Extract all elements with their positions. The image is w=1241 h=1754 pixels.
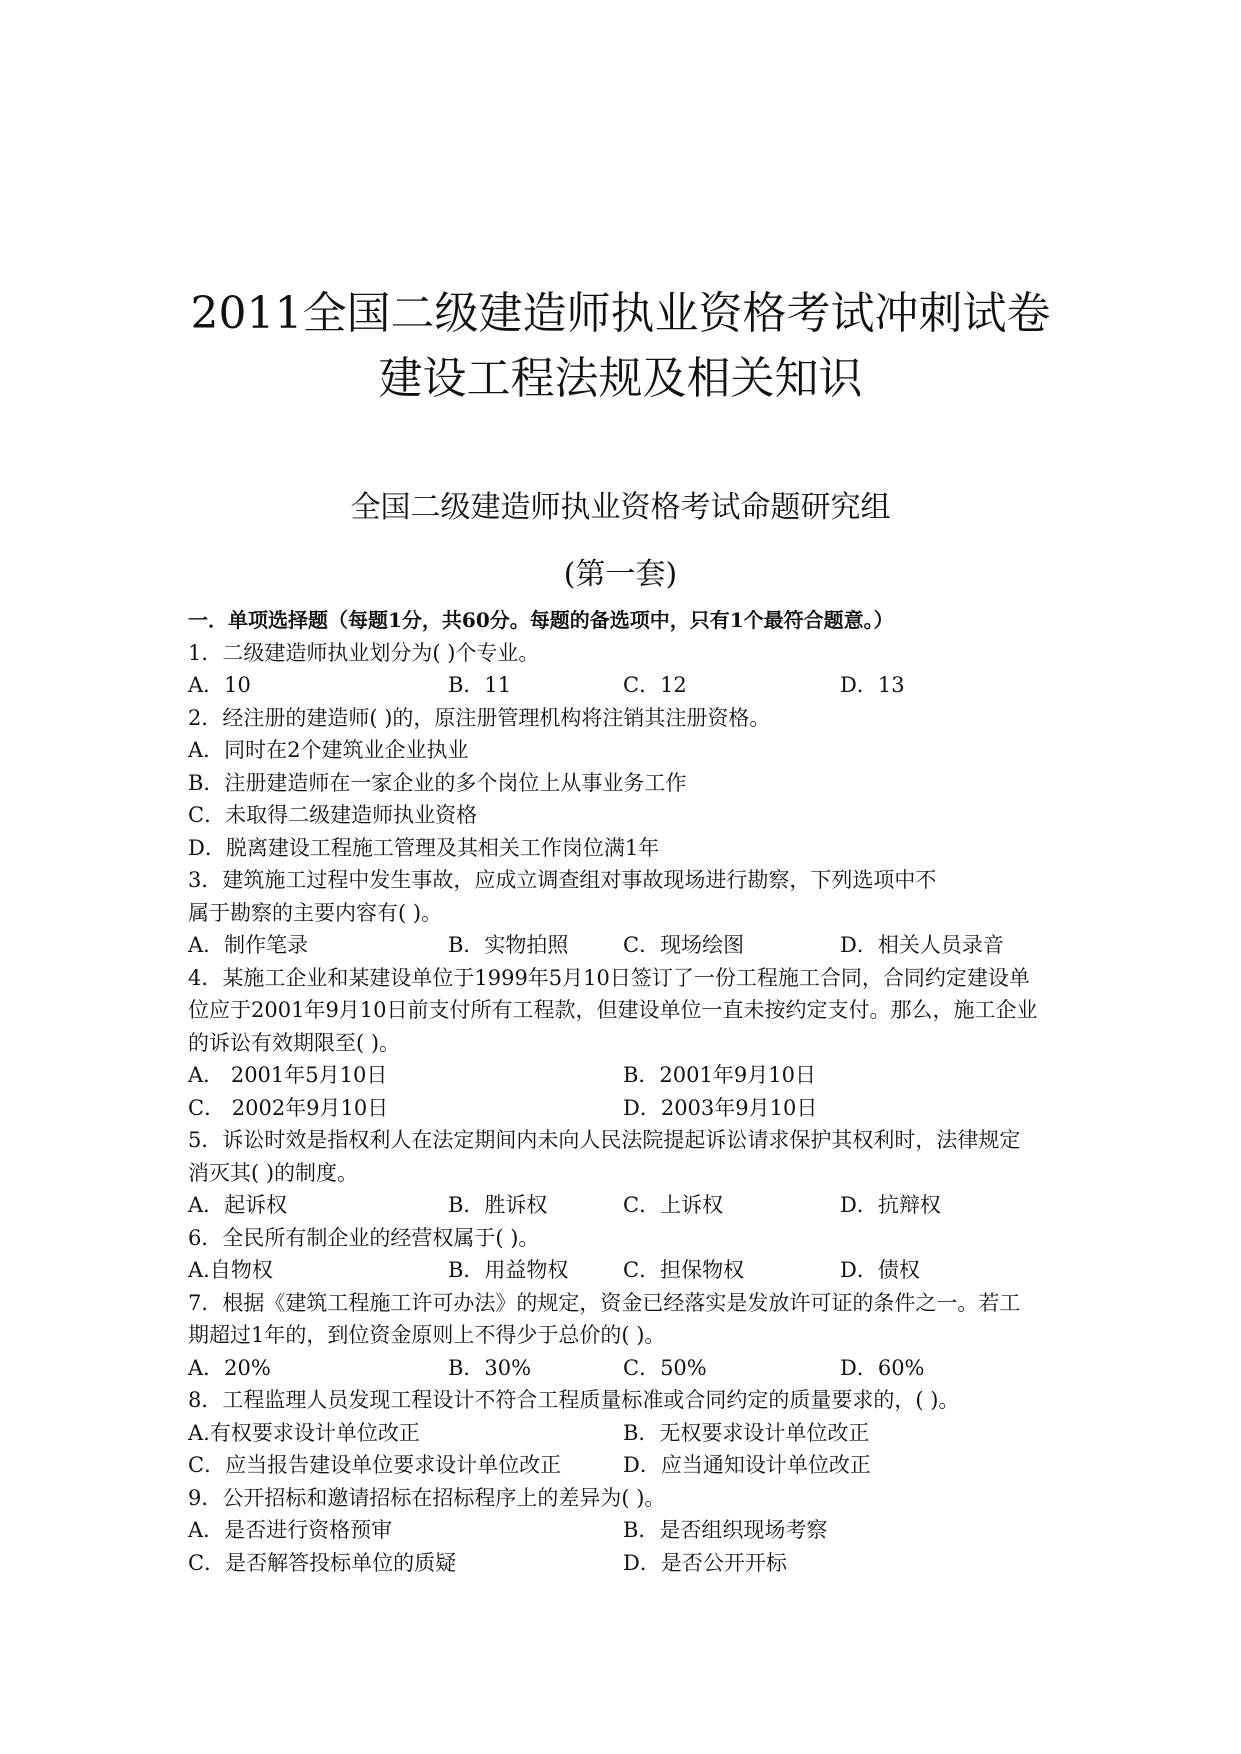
question-8-options-row-1 [188,1417,1068,1450]
question-3-options [188,929,1068,962]
question-section [188,604,1068,1579]
question-7-option-a: A．20% [188,1355,271,1380]
question-6-option-c: C．担保物权 [623,1258,745,1282]
question-4-options-row-1 [188,1059,1068,1092]
question-2-option-c: C．未取得二级建造师执业资格 [188,803,478,827]
title-line-1: 2011全国二级建造师执业资格考试冲刺试卷 [190,288,1051,339]
question-4-option-d: D．2003年9月10日 [623,1095,818,1120]
question-1-option-d: D．13 [840,673,905,697]
question-3-stem-line-1: 3．建筑施工过程中发生事故，应成立调查组对事故现场进行勘察，下列选项中不 [188,868,937,892]
question-1-option-a: A．10 [188,673,251,697]
question-2-option-b: B．注册建造师在一家企业的多个岗位上从事业务工作 [188,770,687,795]
question-9-option-b: B．是否组织现场考察 [623,1518,828,1542]
question-8-option-b: B．无权要求设计单位改正 [623,1420,870,1445]
question-6-option-b: B．用益物权 [448,1258,569,1282]
question-1-stem: 1．二级建造师执业划分为( )个专业。 [188,640,540,665]
question-9-stem: 9．公开招标和邀请招标在招标程序上的差异为( )。 [188,1485,666,1510]
question-5-stem-line-1: 5．诉讼时效是指权利人在法定期间内未向人民法院提起诉讼请求保护其权利时，法律规定 [188,1128,1021,1152]
question-4-option-c: C． 2002年9月10日 [188,1095,389,1120]
question-1-options [188,669,1068,702]
question-8-option-a: A.有权要求设计单位改正 [188,1420,420,1445]
question-6-option-a: A.自物权 [188,1258,273,1282]
question-6-stem: 6．全民所有制企业的经营权属于( )。 [188,1225,540,1250]
question-5-options [188,1189,1068,1222]
question-3-option-d: D．相关人员录音 [840,933,1004,957]
section-heading: 一．单项选择题（每题1分，共60分。每题的备选项中，只有1个最符合题意。） [188,608,894,632]
question-9-option-d: D．是否公开开标 [623,1550,787,1575]
author-line: 全国二级建造师执业资格考试命题研究组 [350,490,891,525]
question-5-option-b: B．胜诉权 [448,1193,548,1217]
question-5-option-d: D．抗辩权 [840,1193,941,1217]
question-5-stem-line-2: 消灭其( )的制度。 [188,1160,359,1185]
question-7-option-b: B．30% [448,1355,532,1380]
question-4-option-b: B．2001年9月10日 [623,1063,816,1087]
question-7-options [188,1352,1068,1385]
question-4-stem-line-3: 的诉讼有效期限至( )。 [188,1030,401,1055]
question-4-stem-line-1: 4．某施工企业和某建设单位于1999年5月10日签订了一份工程施工合同，合同约定建设单 [188,965,1030,990]
question-8-options-row-2 [188,1449,1068,1482]
question-1-option-b: B．11 [448,673,512,697]
question-3-option-b: B．实物拍照 [448,933,569,957]
question-4-option-a: A． 2001年5月10日 [188,1063,388,1087]
title-line-2: 建设工程法规及相关知识 [378,353,863,404]
question-7-option-c: C．50% [623,1355,707,1380]
question-2-stem: 2．经注册的建造师( )的，原注册管理机构将注销其注册资格。 [188,705,771,730]
question-9-option-a: A．是否进行资格预审 [188,1518,393,1542]
question-7-stem-line-2: 期超过1年的，到位资金原则上不得少于总价的( )。 [188,1323,666,1347]
question-3-stem-line-2: 属于勘察的主要内容有( )。 [188,900,443,925]
question-2-option-a: A．同时在2个建筑业企业执业 [188,738,469,762]
question-8-stem: 8．工程监理人员发现工程设计不符合工程质量标准或合同约定的质量要求的，( )。 [188,1388,960,1412]
question-8-option-d: D．应当通知设计单位改正 [623,1453,871,1477]
question-3-option-c: C．现场绘图 [623,933,745,957]
question-4-stem-line-2: 位应于2001年9月10日前支付所有工程款，但建设单位一直未按约定支付。那么，施工企业 [188,998,1038,1022]
question-9-options-row-2 [188,1547,1068,1580]
question-6-options [188,1254,1068,1287]
question-7-stem-line-1: 7．根据《建筑工程施工许可办法》的规定，资金已经落实是发放许可证的条件之一。若工 [188,1290,1021,1315]
question-7-option-d: D．60% [840,1355,925,1380]
question-8-option-c: C．应当报告建设单位要求设计单位改正 [188,1453,562,1477]
question-9-option-c: C．是否解答投标单位的质疑 [188,1550,457,1575]
question-5-option-a: A．起诉权 [188,1193,288,1217]
set-label: (第一套) [563,557,678,592]
question-9-options-row-1 [188,1514,1068,1547]
question-3-option-a: A．制作笔录 [188,933,309,957]
question-5-option-c: C．上诉权 [623,1193,724,1217]
question-6-option-d: D．债权 [840,1258,920,1282]
question-1-option-c: C．12 [623,673,687,697]
question-2-option-d: D．脱离建设工程施工管理及其相关工作岗位满1年 [188,835,660,860]
question-4-options-row-2 [188,1092,1068,1125]
